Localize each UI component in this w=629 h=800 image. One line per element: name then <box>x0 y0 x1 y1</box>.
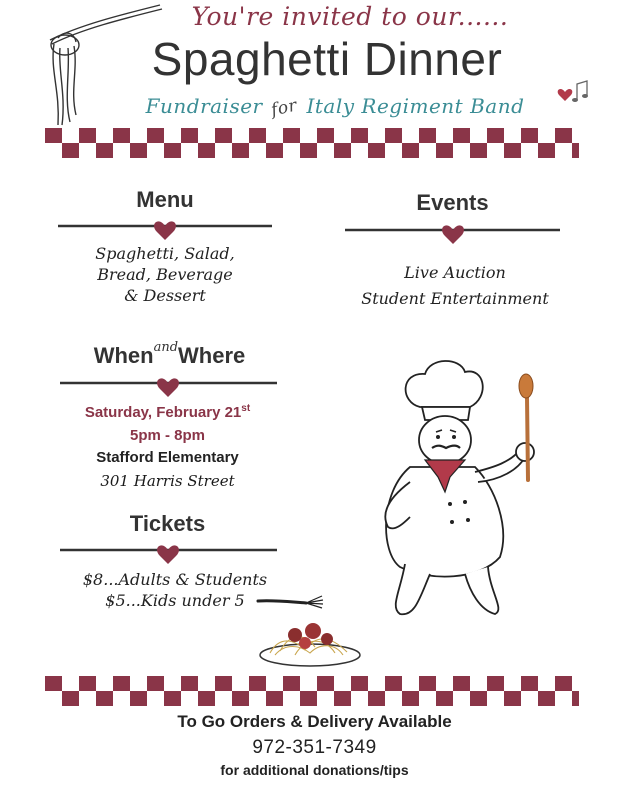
events-line: Student Entertainment <box>361 289 549 308</box>
menu-divider <box>58 218 272 238</box>
page-title: Spaghetti Dinner <box>151 33 503 85</box>
heart-icon <box>154 221 176 240</box>
heart-icon <box>157 378 179 397</box>
events-heading: Events <box>416 190 489 215</box>
invitation-line: You're invited to our...... <box>191 2 509 31</box>
music-heart-icon <box>555 78 595 108</box>
subtitle-pre: Fundraiser <box>145 94 263 118</box>
tickets-heading: Tickets <box>129 511 206 536</box>
event-street: 301 Harris Street <box>100 472 235 490</box>
events-items <box>320 260 590 312</box>
events-divider <box>345 222 560 242</box>
ticket-line: $8...Adults & Students <box>82 570 268 589</box>
events-line: Live Auction <box>404 263 506 282</box>
menu-items <box>55 243 275 306</box>
donations-note: for additional donations/tips <box>220 762 409 778</box>
menu-heading: Menu <box>136 187 194 212</box>
heart-icon <box>442 225 464 244</box>
and-word: and <box>153 340 179 355</box>
checker-border-bottom <box>45 676 579 706</box>
when-word: When <box>93 343 154 368</box>
event-time: 5pm - 8pm <box>129 427 205 444</box>
event-date <box>55 403 280 421</box>
when-where-heading <box>62 340 277 369</box>
checker-border-top <box>45 128 579 158</box>
spaghetti-plate-icon <box>255 605 365 670</box>
event-date-text: Saturday, February 21 <box>84 404 242 421</box>
heart-icon <box>157 545 179 564</box>
menu-line: Spaghetti, Salad, <box>95 244 235 263</box>
when-where-divider <box>60 375 277 395</box>
tickets-divider <box>60 542 277 562</box>
where-word: Where <box>178 343 246 368</box>
chef-illustration <box>370 352 560 632</box>
menu-line: & Dessert <box>124 286 206 305</box>
subtitle <box>110 94 560 121</box>
event-place: Stafford Elementary <box>96 449 239 466</box>
subtitle-for: for <box>269 95 300 121</box>
ticket-line: $5...Kids under 5 <box>105 591 245 610</box>
subtitle-post: Italy Regiment Band <box>306 94 525 118</box>
event-date-suffix: st <box>241 403 251 414</box>
phone-number: 972-351-7349 <box>252 737 377 758</box>
to-go-orders: To Go Orders & Delivery Available <box>177 712 452 731</box>
menu-line: Bread, Beverage <box>97 265 233 284</box>
